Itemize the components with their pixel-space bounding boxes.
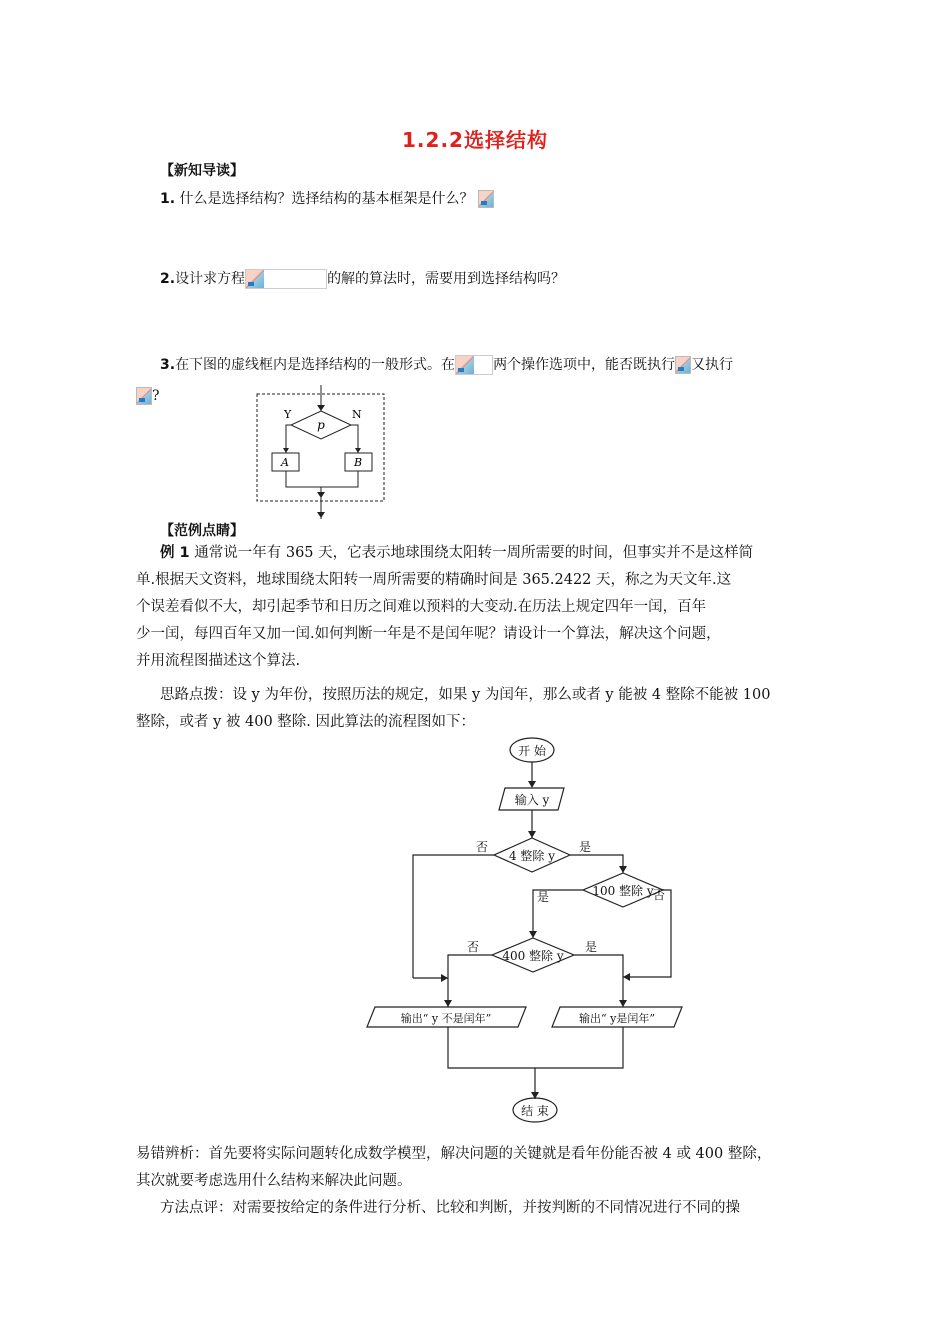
example-text: 通常说一年有 365 天，它表示地球围绕太阳转一周所需要的时间，但事实并不是这样简 (194, 545, 754, 561)
question-3 (160, 354, 733, 375)
no-label-3: 否 (467, 940, 480, 954)
question-3-number: 3. (160, 357, 176, 373)
exit-arrow (317, 492, 325, 498)
no-label-1: 否 (476, 840, 489, 854)
image-placeholder-icon (478, 190, 494, 208)
arrow (623, 973, 630, 981)
options-image-placeholder (455, 355, 493, 375)
output-leap-label: 输出“ y是闰年” (579, 1012, 655, 1025)
yes-path-1 (570, 855, 623, 873)
example-1 (136, 540, 856, 675)
no-label-2: 否 (653, 888, 666, 902)
question-3-continued (136, 387, 160, 405)
yes-label: Y (284, 408, 292, 421)
image-placeholder-icon (136, 387, 152, 405)
question-2-text-post: 的解的算法时，需要用到选择结构吗？ (327, 271, 566, 287)
example-line-2: 单.根据天文资料，地球围绕太阳转一周所需要的精确时间是 365.2422 天，称之为天文年.这 (136, 572, 732, 588)
box-a-label: A (281, 456, 289, 469)
decision-4-label: 4 整除 y (508, 849, 556, 863)
no-path-2 (623, 890, 671, 977)
decision-100-label: 100 整除 y (592, 884, 654, 898)
start-label: 开 始 (518, 744, 546, 758)
end-label: 结 束 (521, 1104, 549, 1118)
question-2 (160, 268, 565, 289)
hint-paragraph (136, 682, 856, 736)
question-3-text-pre: 在下图的虚线框内是选择结构的一般形式。在 (175, 357, 456, 373)
question-1-text: 什么是选择结构？选择结构的基本框架是什么？ (179, 191, 474, 207)
hint-line-1: 思路点拨：设 y 为年份，按照历法的规定，如果 y 为闰年，那么或者 y 能被 4 整除不能被 100 (160, 687, 771, 703)
leap-year-flowchart (360, 735, 720, 1135)
no-path-1 (413, 855, 494, 978)
arrow (444, 1000, 452, 1007)
page-title: 1.2.2选择结构 (402, 128, 548, 152)
merge-line (286, 471, 358, 487)
arrow (619, 866, 627, 873)
input-label: 输入 y (514, 793, 550, 807)
equation-image-placeholder (245, 269, 327, 289)
example-label: 例 1 (160, 545, 190, 561)
no-path-3 (448, 955, 492, 1007)
yes-path-3 (574, 955, 623, 1007)
question-1 (160, 188, 494, 208)
question-2-number: 2. (160, 271, 176, 287)
mistake-line-1: 易错辨析：首先要将实际问题转化成数学模型，解决问题的关键就是看年份能否被 4 或 400 整除， (136, 1146, 772, 1162)
question-2-text-pre: 设计求方程 (175, 271, 246, 287)
image-placeholder-icon (675, 356, 691, 374)
decision-400-label: 400 整除 y (502, 949, 564, 963)
yes-label-1: 是 (579, 840, 592, 854)
method-paragraph (136, 1195, 856, 1222)
hint-line-2: 整除，或者 y 被 400 整除. 因此算法的流程图如下： (136, 714, 476, 730)
image-placeholder-icon (246, 270, 264, 288)
example-line-1 (136, 540, 856, 567)
mistake-paragraph (136, 1141, 856, 1195)
yes-label-3: 是 (585, 940, 598, 954)
question-3-text-mid: 两个操作选项中，能否既执行 (493, 357, 676, 373)
box-b-label: B (353, 456, 363, 469)
no-branch-arrow (355, 448, 361, 453)
yes-branch-arrow (283, 448, 289, 453)
example-line-3: 个误差看似不大，却引起季节和日历之间难以预料的大变动.在历法上规定四年一闰，百年 (136, 599, 707, 615)
selection-structure-diagram (250, 385, 390, 520)
entry-arrow (317, 405, 325, 411)
mistake-line-2: 其次就要考虑选用什么结构来解决此问题。 (136, 1173, 412, 1189)
arrow (441, 974, 448, 982)
question-1-number: 1. (160, 191, 176, 207)
example-line-5: 并用流程图描述这个算法. (136, 653, 301, 669)
arrow (619, 1000, 627, 1007)
arrow (528, 831, 536, 838)
yes-label-2: 是 (537, 890, 550, 904)
output-not-leap-label: 输出“ y 不是闰年” (400, 1012, 492, 1025)
section-heading-new-knowledge: 【新知导读】 (160, 163, 244, 179)
arrow (529, 931, 537, 938)
question-3-text-end: ? (152, 388, 160, 404)
arrow (528, 781, 536, 788)
method-line-1: 方法点评：对需要按给定的条件进行分析、比较和判断，并按判断的不同情况进行不同的操 (160, 1200, 740, 1216)
condition-label: p (317, 418, 325, 432)
merge-output (448, 1027, 623, 1068)
question-3-text-mid2: 又执行 (691, 357, 734, 373)
section-heading-examples: 【范例点睛】 (160, 523, 244, 539)
no-label: N (352, 408, 362, 421)
image-placeholder-icon (456, 356, 474, 374)
exit-arrow-bottom (317, 512, 325, 518)
example-line-4: 少一闰，每四百年又加一闰.如何判断一年是不是闰年呢？请设计一个算法，解决这个问题， (136, 626, 721, 642)
